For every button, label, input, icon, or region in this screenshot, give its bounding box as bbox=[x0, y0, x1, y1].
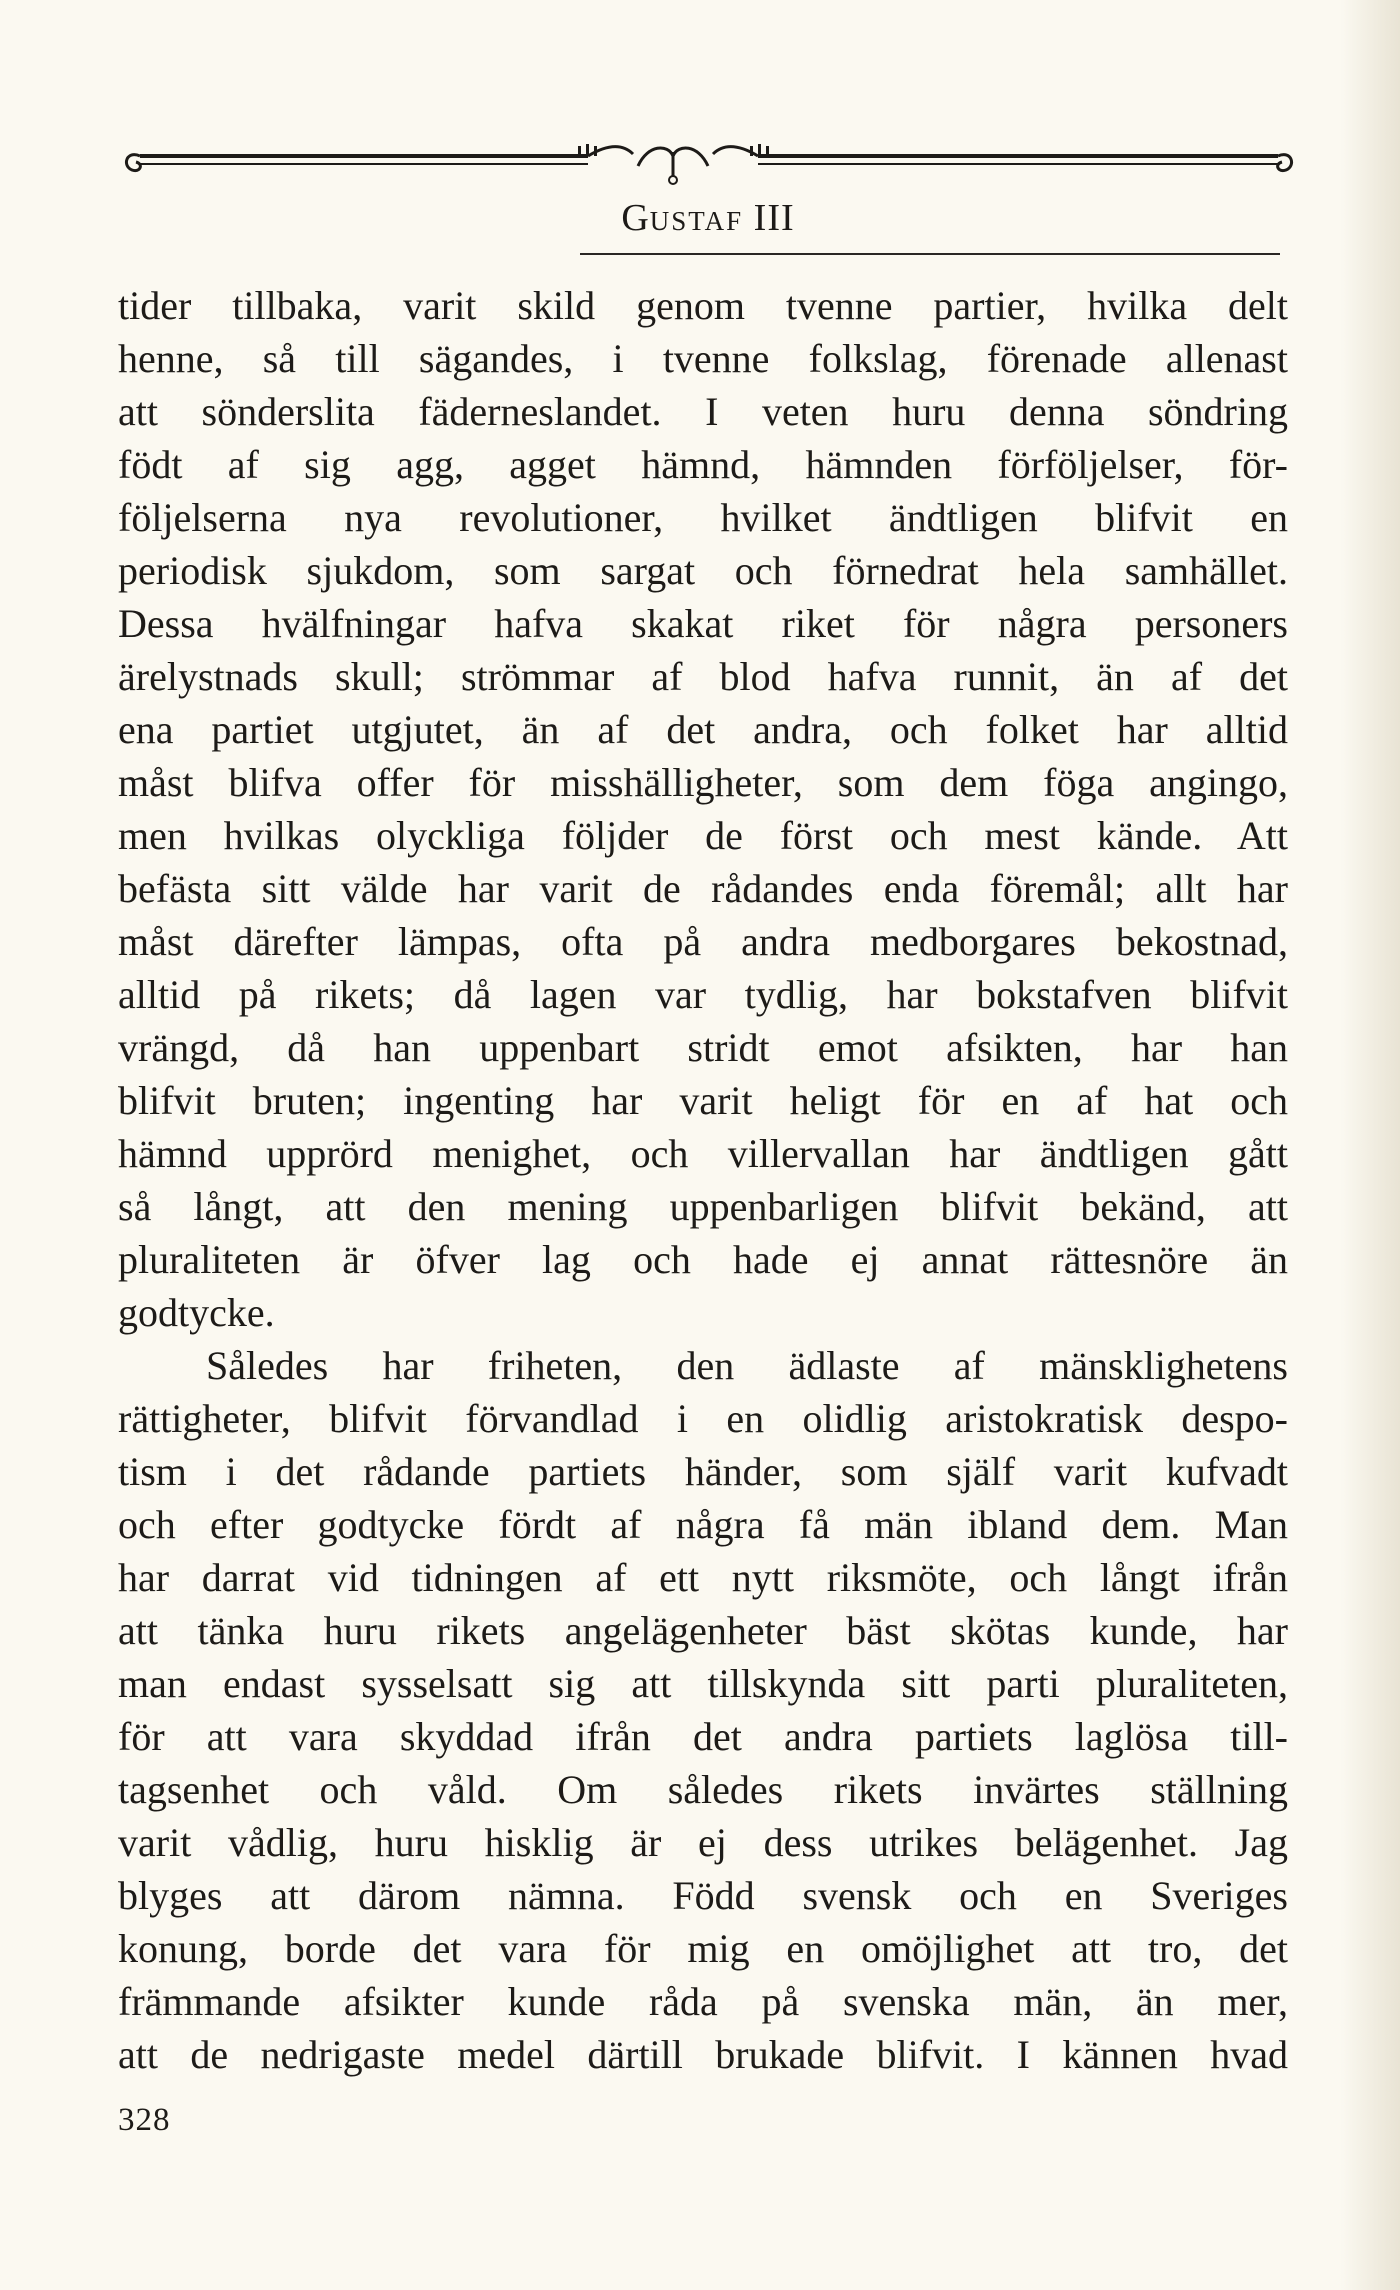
running-head-numeral: III bbox=[753, 197, 795, 239]
body-text bbox=[118, 279, 1288, 2081]
text-line: pluraliteten är öfver lag och hade ej annat rättesnöre än bbox=[118, 1237, 1288, 1282]
text-line: man endast sysselsatt sig att tillskynda sitt parti pluraliteten, bbox=[118, 1661, 1288, 1706]
running-head-initial: G bbox=[621, 197, 650, 239]
header-rule bbox=[580, 253, 1280, 255]
text-line: vrängd, då han uppenbart stridt emot afsikten, har han bbox=[118, 1025, 1288, 1070]
text-line: ena partiet utgjutet, än af det andra, och folket har alltid bbox=[118, 707, 1288, 752]
text-line: måst därefter lämpas, ofta på andra medborgares bekostnad, bbox=[118, 919, 1288, 964]
text-line: att sönderslita fäderneslandet. I veten huru denna söndring bbox=[118, 389, 1288, 434]
text-line: varit vådlig, huru hisklig är ej dess utrikes belägenhet. Jag bbox=[118, 1820, 1288, 1865]
text-line: alltid på rikets; då lagen var tydlig, har bokstafven blifvit bbox=[118, 972, 1288, 1017]
text-line: följelserna nya revolutioner, hvilket ändtligen blifvit en bbox=[118, 495, 1288, 540]
paragraph-start-line: Således har friheten, den ädlaste af mänsklighetens bbox=[206, 1343, 1288, 1388]
text-line: födt af sig agg, agget hämnd, hämnden förföljelser, för- bbox=[118, 442, 1288, 487]
text-line: men hvilkas olyckliga följder de först och mest kände. Att bbox=[118, 813, 1288, 858]
running-head bbox=[118, 196, 1298, 240]
text-line: har darrat vid tidningen af ett nytt riksmöte, och långt ifrån bbox=[118, 1555, 1288, 1600]
text-line: så långt, att den mening uppenbarligen blifvit bekänd, att bbox=[118, 1184, 1288, 1229]
text-line: tider tillbaka, varit skild genom tvenne partier, hvilka delt bbox=[118, 283, 1288, 328]
running-head-smallcaps: USTAF bbox=[649, 206, 744, 236]
text-line: befästa sitt välde har varit de rådandes enda föremål; allt har bbox=[118, 866, 1288, 911]
page-number: 328 bbox=[118, 2102, 171, 2138]
text-line: och efter godtycke fördt af några få män ibland dem. Man bbox=[118, 1502, 1288, 1547]
text-line: att de nedrigaste medel därtill brukade blifvit. I kännen hvad bbox=[118, 2032, 1288, 2077]
text-line: måst blifva offer för misshälligheter, som dem föga angingo, bbox=[118, 760, 1288, 805]
text-line: att tänka huru rikets angelägenheter bäst skötas kunde, har bbox=[118, 1608, 1288, 1653]
text-line: hämnd upprörd menighet, och villervallan har ändtligen gått bbox=[118, 1131, 1288, 1176]
paragraph-end-line: godtycke. bbox=[118, 1290, 275, 1335]
text-line: främmande afsikter kunde råda på svenska män, än mer, bbox=[118, 1979, 1288, 2024]
text-line: konung, borde det vara för mig en omöjlighet att tro, det bbox=[118, 1926, 1288, 1971]
text-line: ärelystnads skull; strömmar af blod hafva runnit, än af det bbox=[118, 654, 1288, 699]
text-line: rättigheter, blifvit förvandlad i en olidlig aristokratisk despo- bbox=[118, 1396, 1288, 1441]
text-line: Dessa hvälfningar hafva skakat riket för några personers bbox=[118, 601, 1288, 646]
text-line: henne, så till sägandes, i tvenne folkslag, förenade allenast bbox=[118, 336, 1288, 381]
page-edge-shadow bbox=[1340, 0, 1400, 2290]
text-line: tagsenhet och våld. Om således rikets invärtes ställning bbox=[118, 1767, 1288, 1812]
text-line: för att vara skyddad ifrån det andra partiets laglösa till- bbox=[118, 1714, 1288, 1759]
text-line: blifvit bruten; ingenting har varit heligt för en af hat och bbox=[118, 1078, 1288, 1123]
text-line: tism i det rådande partiets händer, som själf varit kufvadt bbox=[118, 1449, 1288, 1494]
text-line: blyges att därom nämna. Född svensk och en Sveriges bbox=[118, 1873, 1288, 1918]
text-line: periodisk sjukdom, som sargat och förnedrat hela samhället. bbox=[118, 548, 1288, 593]
